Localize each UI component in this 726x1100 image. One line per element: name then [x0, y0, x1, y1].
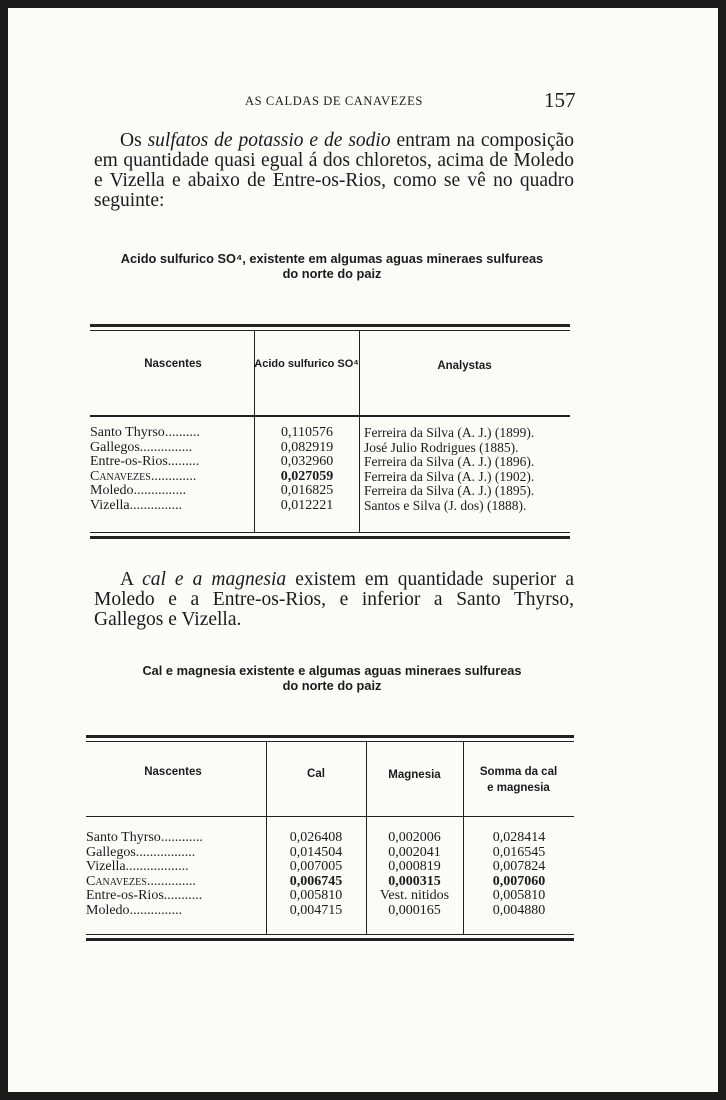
- table1-header-acido: Acido sulfurico SO⁴: [254, 358, 359, 370]
- table1-top-rule: [90, 324, 570, 327]
- emphasis-cal-magnesia: cal e a magnesia: [142, 569, 287, 590]
- book-page: [8, 8, 718, 1092]
- table2-header-rule: [86, 816, 574, 817]
- table2-title: Cal e magnesia existente e algumas aguas mineraes sulfureas do norte do paiz: [142, 663, 522, 693]
- table-row: Santo Thyrso............: [86, 831, 203, 845]
- table2-header-somma: Somma da cal e magnesia: [479, 766, 558, 794]
- table-row: Santo Thyrso..........: [90, 426, 200, 440]
- table-row: Vizella..................: [86, 859, 189, 875]
- table2-col-somma: 0,028414 0,016545 0,007824 0,007060 0,005810 0,004880: [492, 830, 546, 918]
- table-row: Moledo...............: [86, 902, 183, 918]
- table-row: Moledo...............: [90, 483, 187, 499]
- running-title: AS CALDAS DE CANAVEZES: [245, 94, 423, 108]
- emphasis-sulfatos: sulfatos de potassio e de sodio: [147, 130, 391, 151]
- table2-header-magnesia: Magnesia: [388, 769, 441, 781]
- table2-col-nascentes: [86, 831, 262, 919]
- table1-header-nascentes: Nascentes: [144, 358, 202, 370]
- table2-top-rule: [86, 735, 574, 738]
- table1-header-rule: [90, 415, 570, 417]
- table-row: Entre-os-Rios.........: [90, 454, 200, 470]
- table1-col-nascentes: [90, 426, 250, 514]
- table1-bottom-rule: [90, 536, 570, 539]
- table2-col-cal: 0,026408 0,014504 0,007005 0,006745 0,005810 0,004715: [289, 830, 343, 918]
- table1-header-analystas: Analystas: [437, 360, 492, 372]
- table-row: Gallegos.................: [86, 844, 196, 860]
- table1-title: Acido sulfurico SO⁴, existente em algumas aguas mineraes sulfureas do norte do paiz: [120, 251, 544, 281]
- table-row: Entre-os-Rios...........: [86, 888, 203, 904]
- table-row: Canavezes.............: [90, 468, 197, 484]
- table2-bottom-rule: [86, 938, 574, 941]
- paragraph-cal-magnesia: A cal e a magnesia existem em quantidade superior a Moledo e a Entre-os-Rios, e inferior a Santo Thyrso, Gallegos e Vizella.: [94, 569, 574, 630]
- page-number: 157: [544, 88, 576, 112]
- table2-header-nascentes: Nascentes: [144, 766, 202, 778]
- table2-header-cal: Cal: [307, 768, 325, 780]
- table1-col-acido: 0,110576 0,082919 0,032960 0,027059 0,016825 0,012221: [280, 425, 334, 513]
- table2-col-magnesia: 0,002006 0,002041 0,000819 0,000315 Vest. nitidos 0,000165: [379, 830, 450, 918]
- table-row: Gallegos...............: [90, 439, 193, 455]
- table-row: Vizella...............: [90, 497, 183, 513]
- table-row: Canavezes..............: [86, 873, 196, 889]
- paragraph-sulfatos: Os sulfatos de potassio e de sodio entram na composição em quantidade quasi egual á dos chloretos, acima de Moledo e Vizella e abaixo de Entre-os-Rios, como se vê no quadro seguinte:: [94, 130, 575, 211]
- table1-col-analystas: Ferreira da Silva (A. J.) (1899). José Julio Rodrigues (1885). Ferreira da Silva (A. J.) (1896). Ferreira da Silva (A. J.) (1902). Ferreira da Silva (A. J.) (1895). Santos e Silva (J. dos) (1888).: [364, 425, 535, 513]
